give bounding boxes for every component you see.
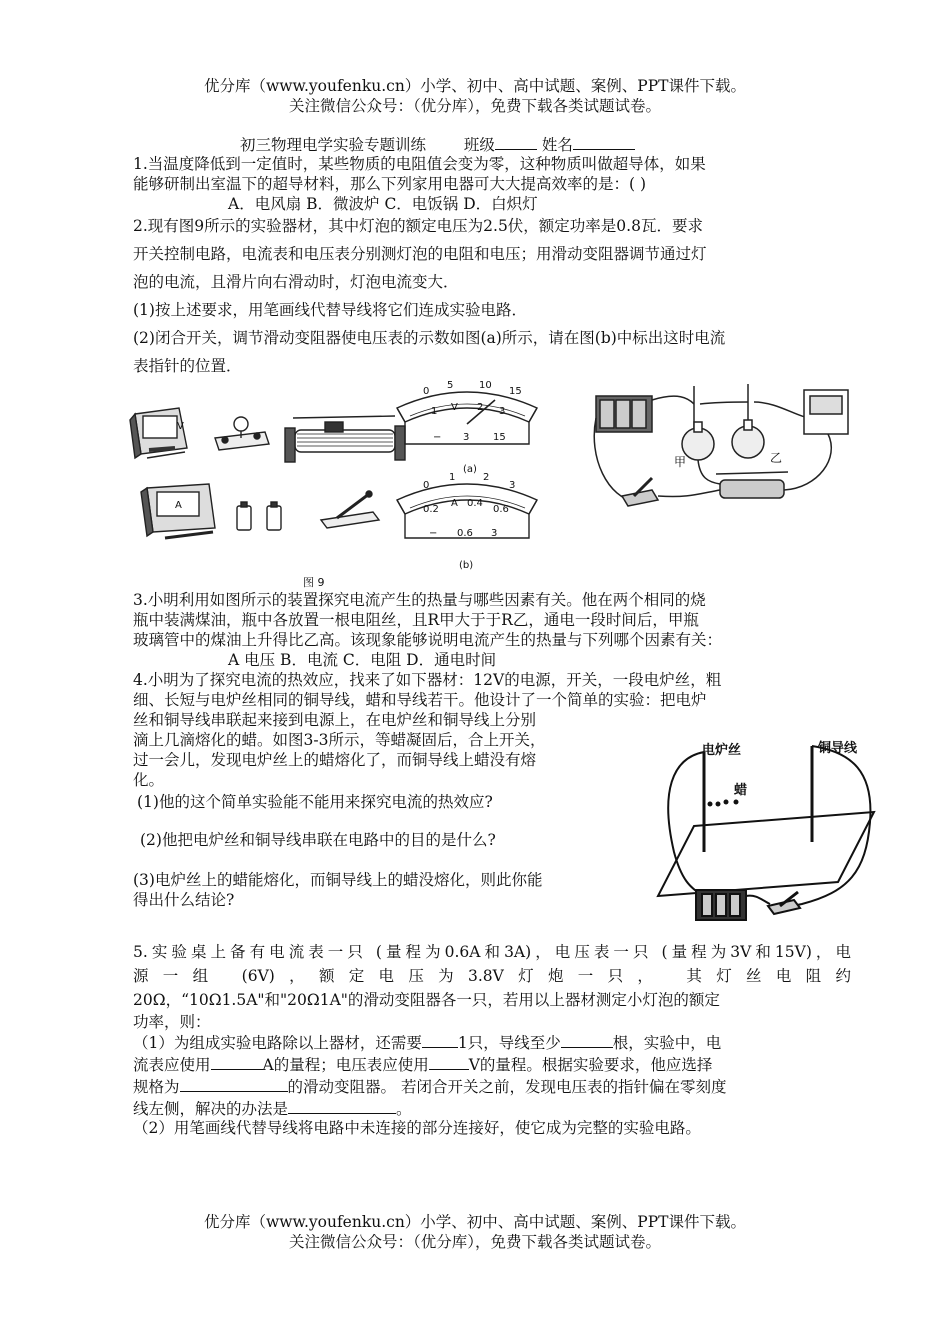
scale-b-top-2: 2 [483,472,490,483]
battery-icon-3 [696,890,746,920]
class-label: 班级 [463,136,495,154]
scale-a-terminal-0: − [433,432,442,443]
flask-yi-icon [732,384,764,458]
footer-line-1: 优分库（www.youfenku.cn）小学、初中、高中试题、案例、PPT课件下载。 [203,1213,747,1231]
q5-line-1: 5.实验桌上备有电流表一只 (量程为0.6A和3A)，电压表一只 (量程为3V和15V)，电 [133,943,851,961]
scale-a-top-1: 5 [447,380,454,391]
q5-line-2: 源一组 (6V)，额定电压为3.8V灯炮一只， 其灯丝电阻约 [133,967,851,985]
scale-b-inner-0: 0.2 [423,504,439,515]
blank-rheostat-spec[interactable] [180,1076,288,1092]
rheostat-icon [285,416,405,462]
lamp-holder-icon [215,417,269,450]
q1-line-1: 1.当温度降低到一定值时，某些物质的电阻值会变为零，这种物质叫做超导体，如果 [133,155,706,173]
scale-b-label: (b) [459,560,474,571]
blank-extra-device[interactable] [422,1032,458,1048]
q4-line-5: 过一会儿，发现电炉丝上的蜡熔化了，而铜导线上蜡没有熔 [133,751,537,769]
scale-b-top-3: 3 [509,480,516,491]
q2-sub-1: (1)按上述要求，用笔画线代替导线将它们连成实验电路． [133,301,527,319]
scale-a-inner-3: 3 [499,406,506,417]
q5-line-3: 20Ω，“10Ω1.5A"和"20Ω1A"的滑动变阻器各一只，若用以上器材测定小灯泡的额定 [133,991,720,1009]
q4-line-4: 滴上几滴熔化的蜡。如图3-3所示，等蜡凝固后，合上开关， [133,731,546,749]
scale-a-inner-1: V [451,402,458,413]
ammeter-symbol: A [175,500,182,511]
q5-sub-2: （2）用笔画线代替导线将电路中未连接的部分连接好，使它成为完整的实验电路。 [133,1119,701,1137]
scale-a-label: (a) [463,464,477,475]
scale-b-terminal-0: − [429,528,438,539]
q2-sub-2a: (2)闭合开关，调节滑动变阻器使电压表的示数如图(a)所示，请在图(b)中标出这时电流 [133,329,726,347]
scale-a-terminal-1: 3 [463,432,470,443]
q1-line-2: 能够研制出室温下的超导材料，那么下列家用电器可大大提高效率的是：( ) [133,175,647,193]
q4-sub-1: (1)他的这个简单实验能不能用来探究电流的热效应? [137,793,493,811]
scale-a-inner-2: 2 [477,402,484,413]
header-line-2: 关注微信公众号：（优分库），免费下载各类试题试卷。 [288,97,661,115]
wax-drops-icon [708,800,739,807]
figure-9 [125,378,555,590]
fig-label-wax: 蜡 [734,783,748,798]
q2-line-3: 泡的电流，且滑片向右滑动时，灯泡电流变大． [133,273,459,291]
scale-b-inner-3: 0.6 [493,504,509,515]
q4-sub-3b: 得出什么结论? [133,891,235,909]
name-blank[interactable] [573,134,635,150]
scale-a-top-2: 10 [479,380,492,391]
battery-pack-icon [596,396,652,432]
worksheet-title [240,134,635,155]
switch-icon [321,491,379,528]
scale-a-top-3: 15 [509,386,522,397]
blank-solution[interactable] [288,1098,396,1114]
q2-line-2: 开关控制电路，电流表和电压表分别测灯泡的电阻和电压；用滑动变阻器调节通过灯 [133,245,707,263]
title-text: 初三物理电学实验专题训练 [240,136,427,154]
voltmeter-icon [130,408,187,458]
scale-a-inner-0: 1 [431,406,438,417]
q5-sub1-line-1: （1）为组成实验电路除以上器材，还需要 1只，导线至少 根，实验中，电 [133,1034,722,1052]
flask-jia-icon [682,386,714,460]
blank-ammeter-range[interactable] [211,1054,263,1070]
q1-options: A．电风扇 B．微波炉 C．电饭锅 D．白炽灯 [228,195,538,213]
scale-a-top-0: 0 [423,386,430,397]
heat-flask-figure [588,378,858,518]
label-yi: 乙 [770,451,783,465]
q4-sub-2: (2)他把电炉丝和铜导线串联在电路中的目的是什么? [140,831,496,849]
name-label: 姓名 [541,136,573,154]
figure-3-3 [652,732,882,928]
blank-wire-count[interactable] [561,1032,613,1048]
blank-voltmeter-range[interactable] [429,1054,469,1070]
figure-9-caption: 图 9 [303,576,325,589]
scale-b-inner-2: 0.4 [467,498,483,509]
q5-sub1-line-4: 线左侧，解决的办法是 。 [133,1100,412,1118]
q3-line-2: 瓶中装满煤油，瓶中各放置一根电阻丝，且R甲大于于R乙，通电一段时间后，甲瓶 [133,611,699,629]
q3-line-3: 玻璃管中的煤油上升得比乙高。该现象能够说明电流产生的热量与下列哪个因素有关： [133,631,723,649]
header-line-1: 优分库（www.youfenku.cn）小学、初中、高中试题、案例、PPT课件下载。 [203,77,747,95]
scale-b-inner-1: A [451,498,458,509]
q4-sub-3a: (3)电炉丝上的蜡能熔化，而铜导线上的蜡没熔化，则此你能 [133,871,543,889]
q4-line-1: 4.小明为了探究电流的热效应，找来了如下器材：12V的电源，开关，一段电炉丝，粗 [133,671,722,689]
footer-line-2: 关注微信公众号：（优分库），免费下载各类试题试卷。 [288,1233,661,1251]
q3-line-1: 3.小明利用如图所示的装置探究电流产生的热量与哪些因素有关。他在两个相同的烧 [133,591,706,609]
rheostat-icon-2 [716,472,788,498]
switch-icon-3 [768,892,800,914]
q5-sub1-line-2: 流表应使用 A的量程；电压表应使用 V的量程。根据实验要求，他应选择 [133,1056,713,1074]
q5-sub1-line-3: 规格为 的滑动变阻器。 若闭合开关之前，发现电压表的指针偏在零刻度 [133,1078,727,1096]
q2-sub-2b: 表指针的位置． [133,357,242,375]
fig-label-lusi: 电炉丝 [702,743,742,758]
switch-icon-2 [622,478,658,506]
class-blank[interactable] [495,134,537,150]
q3-options: A 电压 B．电流 C．电阻 D．通电时间 [228,651,497,669]
q4-line-3: 丝和铜导线串联起来接到电源上，在电炉丝和铜导线上分别 [133,711,537,729]
q2-line-1: 2.现有图9所示的实验器材，其中灯泡的额定电压为2.5伏，额定功率是0.8瓦．要求 [133,217,703,235]
voltmeter-symbol: V [177,421,184,432]
ammeter-icon-2 [804,390,848,434]
scale-b-terminal-1: 0.6 [457,528,473,539]
scale-b-terminal-2: 3 [491,528,498,539]
scale-a-terminal-2: 15 [493,432,506,443]
q4-line-2: 细、长短与电炉丝相同的铜导线，蜡和导线若干。他设计了一个简单的实验：把电炉 [133,691,707,709]
scale-b-top-1: 1 [449,472,456,483]
q4-line-6: 化。 [133,771,165,789]
fig-label-tong: 铜导线 [818,741,858,756]
label-jia: 甲 [674,455,687,469]
scale-b-top-0: 0 [423,480,430,491]
ammeter-icon [141,484,215,538]
battery-icon [237,502,281,530]
q5-line-4: 功率，则： [133,1013,211,1031]
